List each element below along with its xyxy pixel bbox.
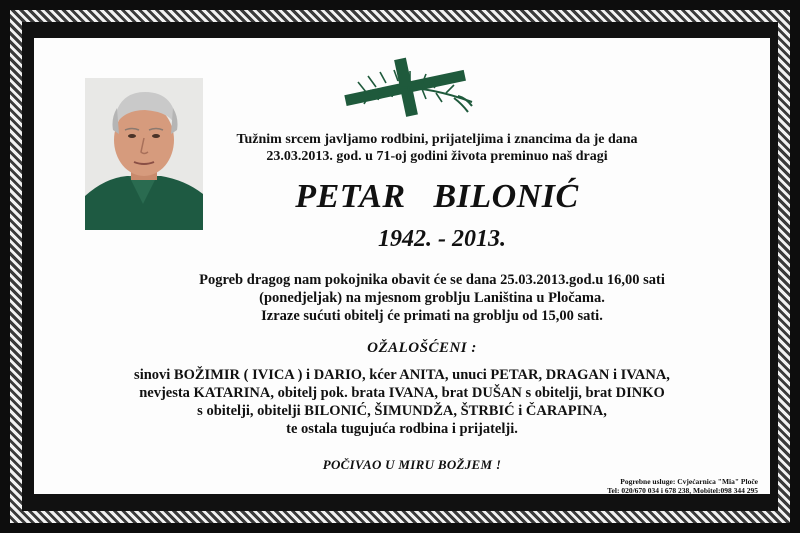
family-line: te ostala tugujuća rodbina i prijatelji. bbox=[286, 421, 518, 437]
cross-with-palm-icon bbox=[336, 52, 478, 122]
obituary-card bbox=[34, 38, 770, 494]
intro-line: 23.03.2013. god. u 71-oj godini života preminuo naš dragi bbox=[266, 149, 608, 164]
funeral-line: Izraze sućuti obitelj će primati na groblju od 15,00 sati. bbox=[261, 308, 603, 324]
funeral-service-info bbox=[607, 477, 758, 495]
mourners-heading: OŽALOŠĆENI : bbox=[367, 340, 477, 356]
funeral-line: Pogreb dragog nam pokojnika obavit će se dana 25.03.2013.god.u 16,00 sati bbox=[199, 272, 665, 288]
family-line: nevjesta KATARINA, obitelj pok. brata IVANA, brat DUŠAN s obitelji, brat DINKO bbox=[139, 385, 665, 401]
life-years: 1942. - 2013. bbox=[378, 226, 506, 252]
last-name: BILONIĆ bbox=[433, 178, 579, 215]
intro-text bbox=[34, 131, 770, 165]
service-line: Tel: 020/670 034 i 678 238, Mobitel:098 344 295 bbox=[607, 486, 758, 495]
intro-line: Tužnim srcem javljamo rodbini, prijateljima i znancima da je dana bbox=[236, 132, 638, 147]
rest-in-peace: POČIVAO U MIRU BOŽJEM ! bbox=[322, 457, 502, 472]
service-line: Pogrebne usluge: Cvjećarnica "Mia" Ploče bbox=[620, 477, 758, 486]
family-line: sinovi BOŽIMIR ( IVICA ) i DARIO, kćer ANITA, unuci PETAR, DRAGAN i IVANA, bbox=[134, 367, 670, 383]
family-line: s obitelji, obitelji BILONIĆ, ŠIMUNDŽA, ŠTRBIĆ i ČARAPINA, bbox=[197, 403, 607, 419]
funeral-details bbox=[34, 271, 770, 325]
funeral-line: (ponedjeljak) na mjesnom groblju Laniština u Pločama. bbox=[259, 290, 605, 306]
deceased-name bbox=[34, 178, 770, 216]
first-name: PETAR bbox=[295, 178, 406, 215]
family-list bbox=[34, 366, 770, 438]
